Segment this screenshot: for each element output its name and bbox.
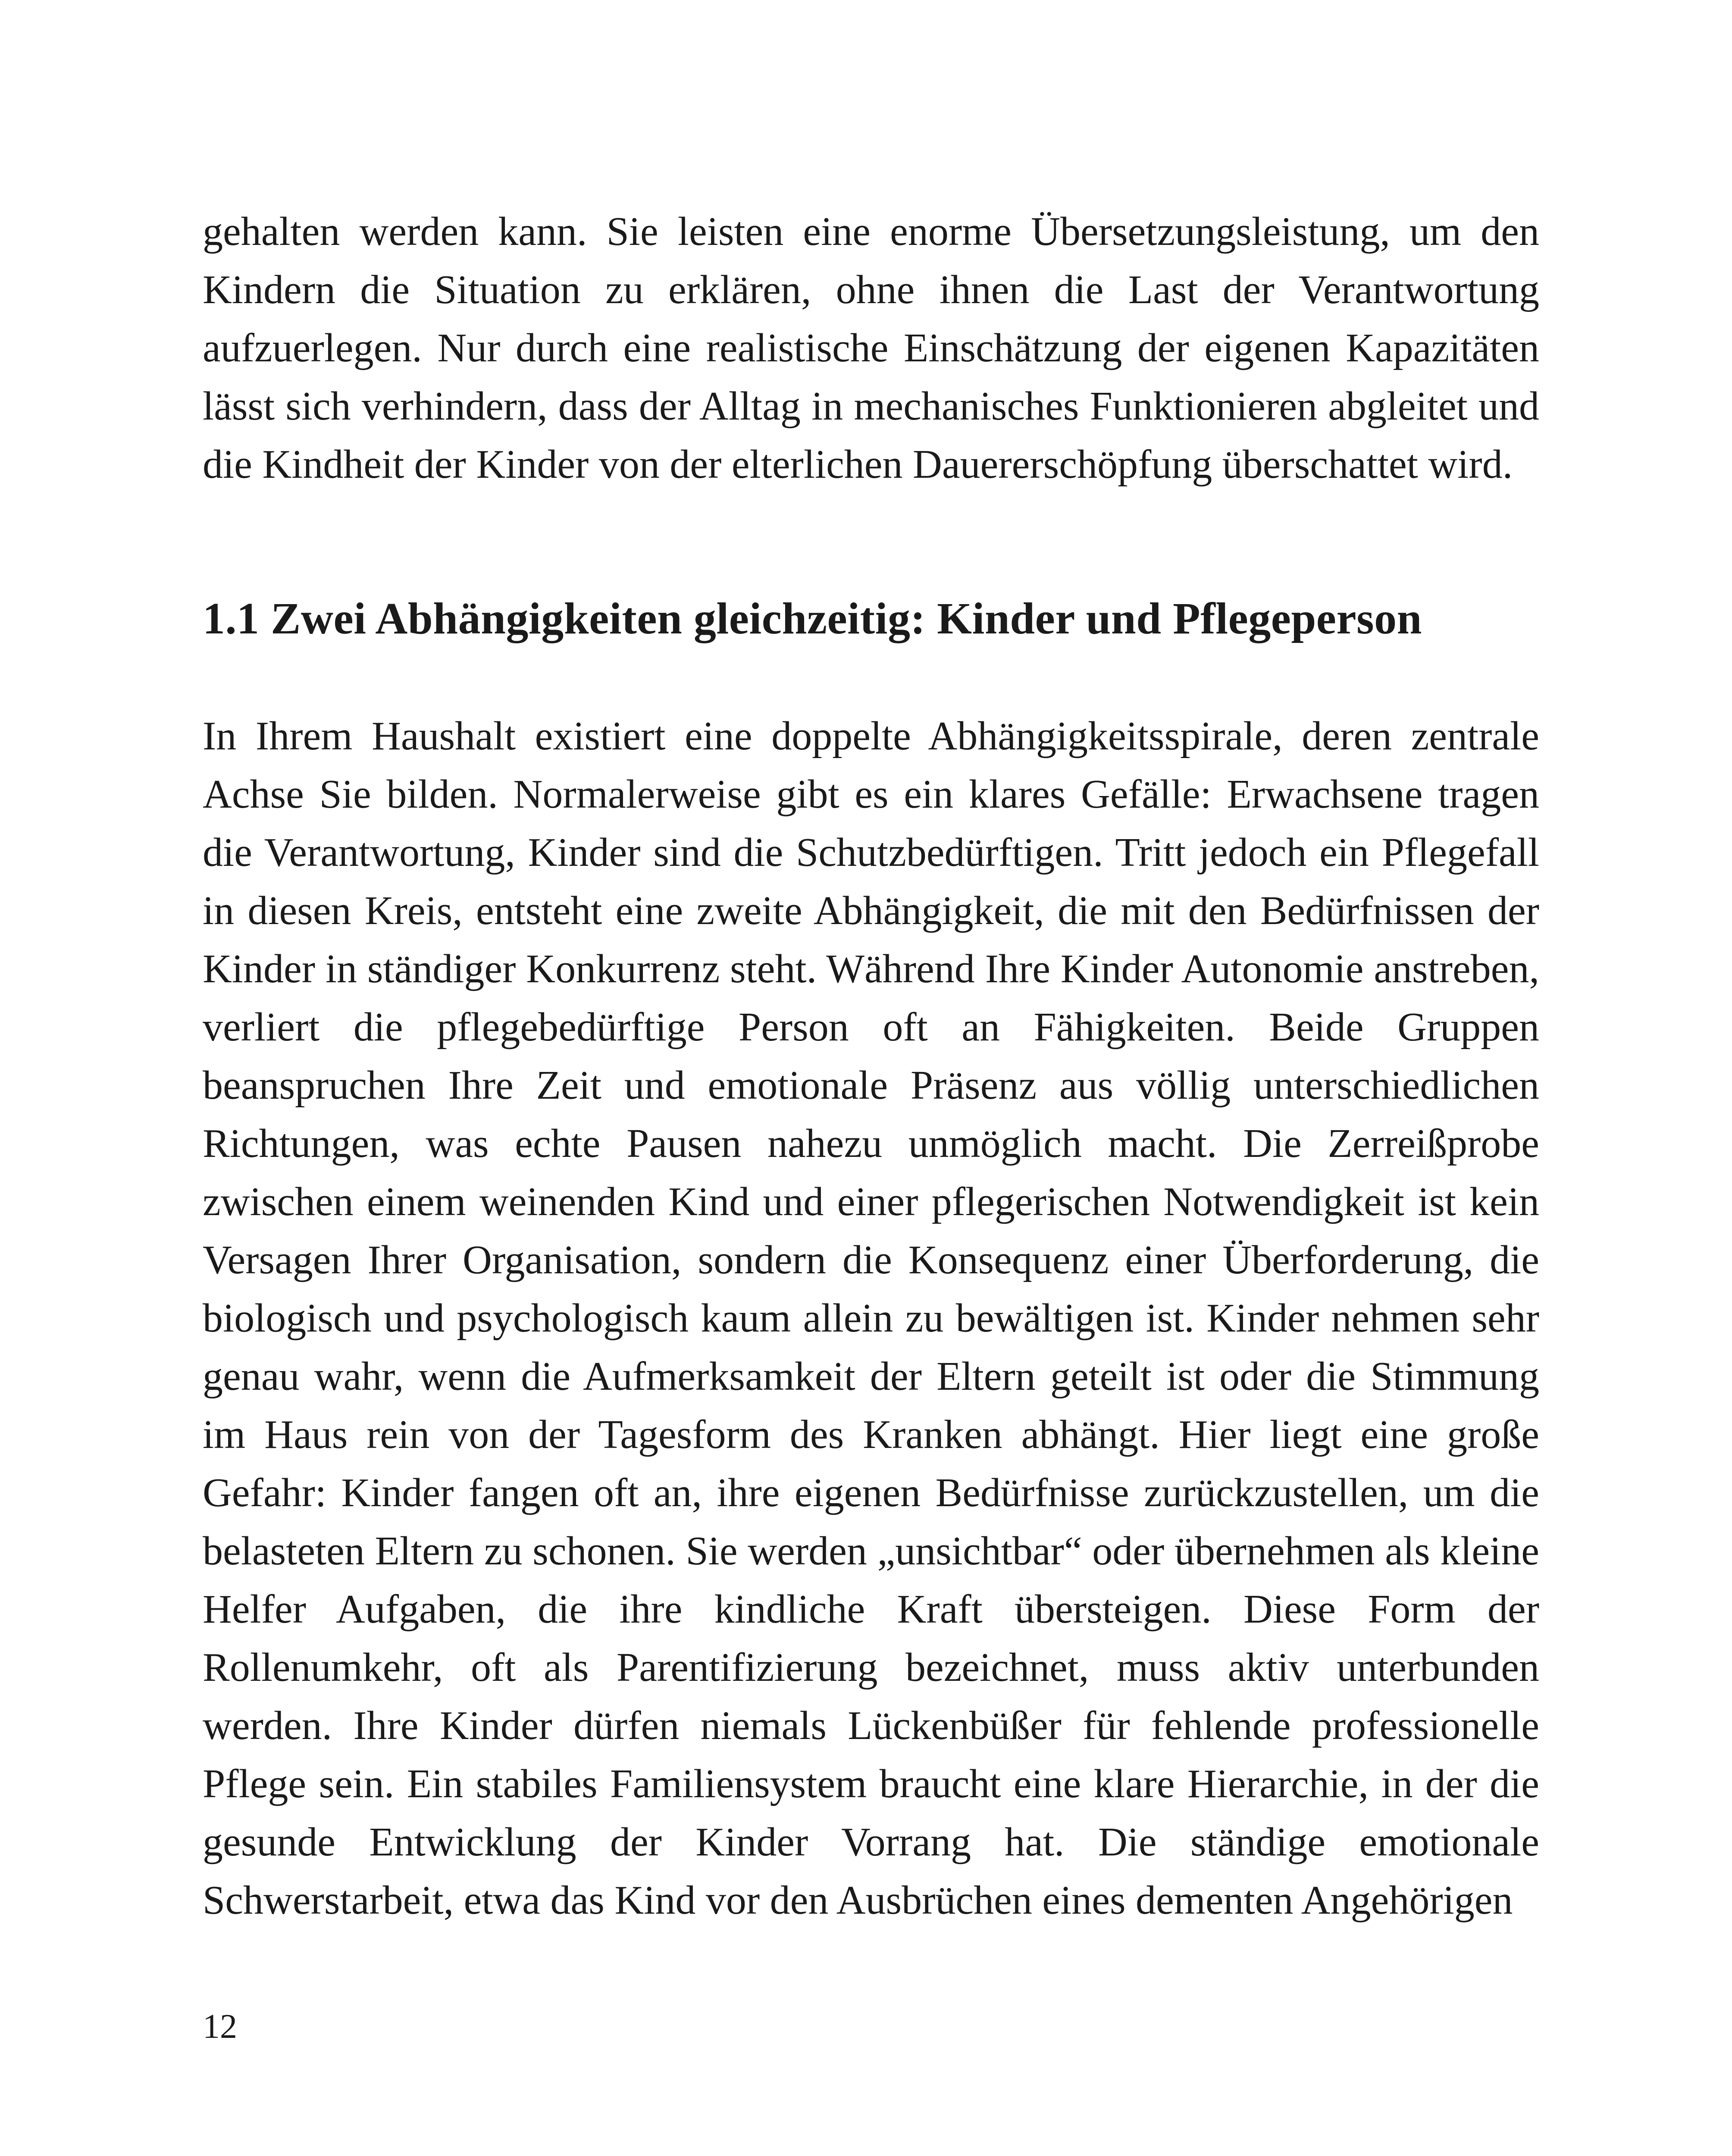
paragraph-continued: gehalten werden kann. Sie leisten eine enorme Übersetzungsleistung, um den Kindern die Situation zu erklären, ohne ihnen die Last der Verantwortung aufzuerlegen. Nur durch eine realistische Einschätzung der eigenen Kapazitäten lässt sich verhindern, dass der Alltag in mechanisches Funktionieren abgleitet und die Kindheit der Kinder von der elterlichen Dauererschöpfung überschattet wird.	[203, 209, 1539, 487]
section-heading: 1.1 Zwei Abhängigkeiten gleichzeitig: Kinder und Pflegeperson	[203, 594, 1422, 643]
section-paragraph: In Ihrem Haushalt existiert eine doppelte Abhängigkeitsspirale, deren zentrale Achse Sie bilden. Normalerweise gibt es ein klares Gefälle: Erwachsene tragen die Verantwortung, Kinder sind die Schutzbedürftigen. Tritt jedoch ein Pflegefall in diesen Kreis, entsteht eine zweite Abhängigkeit, die mit den Bedürfnissen der Kinder in ständiger Konkurrenz steht. Während Ihre Kinder Autonomie anstreben, verliert die pflegebedürftige Person oft an Fähigkeiten. Beide Gruppen beanspruchen Ihre Zeit und emotionale Präsenz aus völlig unterschiedlichen Richtungen, was echte Pausen nahezu unmöglich macht. Die Zerreißprobe zwischen einem weinenden Kind und einer pflegerischen Notwendigkeit ist kein Versagen Ihrer Organisation, sondern die Konsequenz einer Überforderung, die biologisch und psychologisch kaum allein zu bewältigen ist. Kinder nehmen sehr genau wahr, wenn die Aufmerksamkeit der Eltern geteilt ist oder die Stimmung im Haus rein von der Tagesform des Kranken abhängt. Hier liegt eine große Gefahr: Kinder fangen oft an, ihre eigenen Bedürfnisse zurückzustellen, um die belasteten Eltern zu schonen. Sie werden „unsichtbar“ oder übernehmen als kleine Helfer Aufgaben, die ihre kindliche Kraft übersteigen. Diese Form der Rollenumkehr, oft als Parentifizierung bezeichnet, muss aktiv unterbunden werden. Ihre Kinder dürfen niemals Lückenbüßer für fehlende professionelle Pflege sein. Ein stabiles Familiensystem braucht eine klare Hierarchie, in der die gesunde Entwicklung der Kinder Vorrang hat. Die ständige emotionale Schwerstarbeit, etwa das Kind vor den Ausbrüchen eines dementen Angehörigen	[203, 714, 1539, 1923]
page-number: 12	[203, 2008, 237, 2046]
